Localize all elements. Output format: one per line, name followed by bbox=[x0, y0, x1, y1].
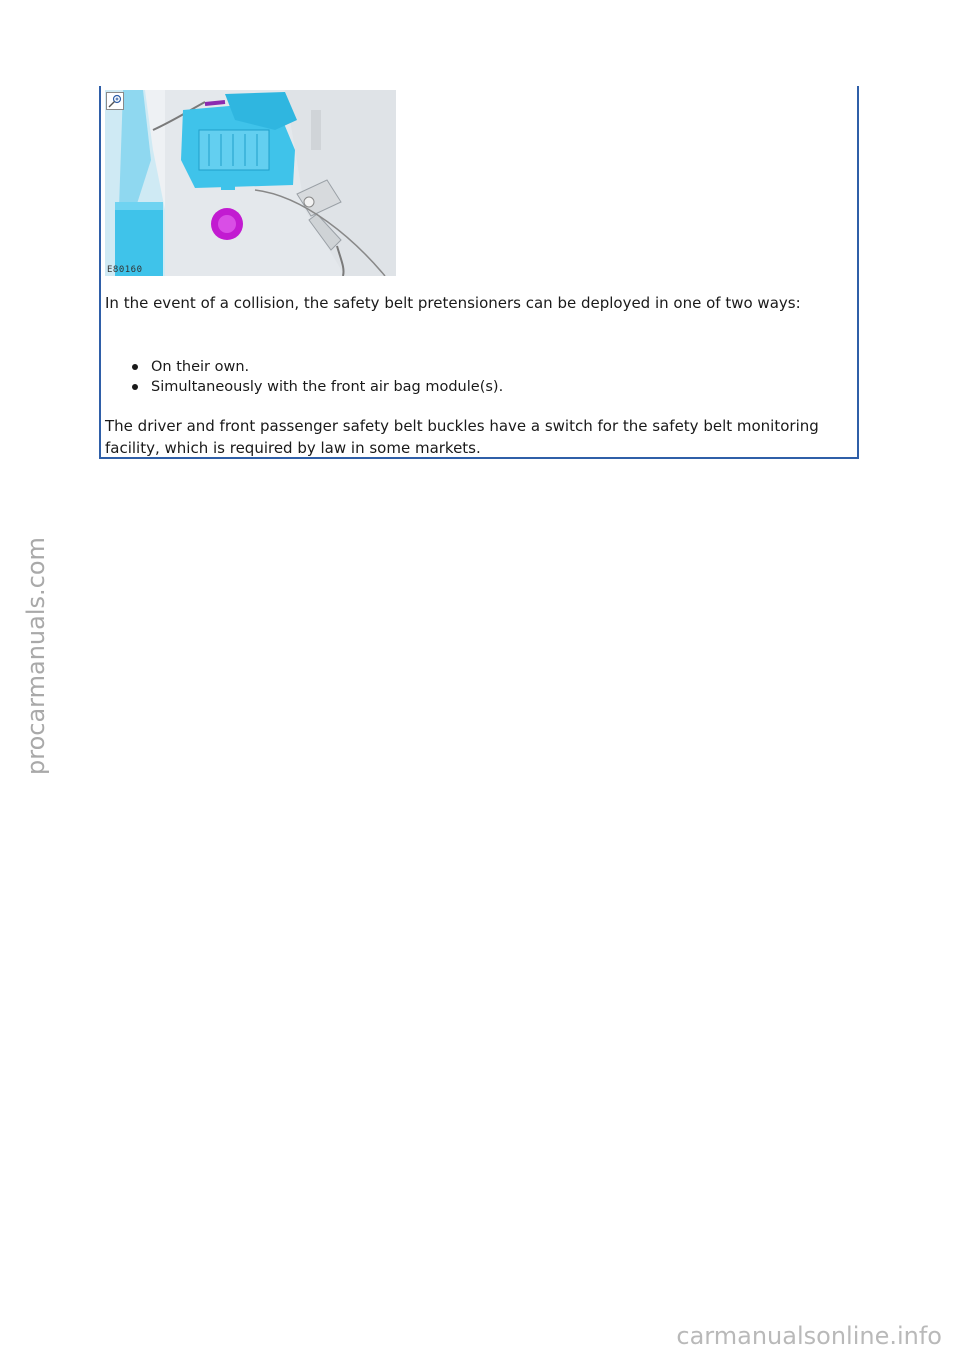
bullet-icon bbox=[132, 364, 138, 370]
paragraph-deployment: In the event of a collision, the safety belt pretensioners can be deployed in one of two ways: bbox=[105, 294, 801, 312]
bullet-icon bbox=[132, 384, 138, 390]
illustration-svg bbox=[105, 90, 396, 276]
list-item-text: On their own. bbox=[151, 359, 250, 375]
component-illustration bbox=[105, 90, 396, 276]
watermark-bottom: carmanualsonline.info bbox=[676, 1322, 942, 1350]
paragraph-buckle-switch: The driver and front passenger safety belt buckles have a switch for the safety belt monitoring facility, which is required by law in some markets. bbox=[105, 417, 819, 457]
watermark-left: procarmanuals.com bbox=[22, 537, 50, 775]
zoom-button[interactable] bbox=[106, 92, 124, 110]
content-panel bbox=[99, 86, 859, 459]
figure-code: E80160 bbox=[107, 265, 143, 275]
list-item bbox=[129, 357, 503, 377]
list-item bbox=[129, 377, 503, 397]
magnifier-zoom-icon bbox=[107, 93, 123, 109]
list-item-text: Simultaneously with the front air bag module(s). bbox=[151, 379, 504, 395]
deployment-modes-list bbox=[129, 357, 503, 397]
